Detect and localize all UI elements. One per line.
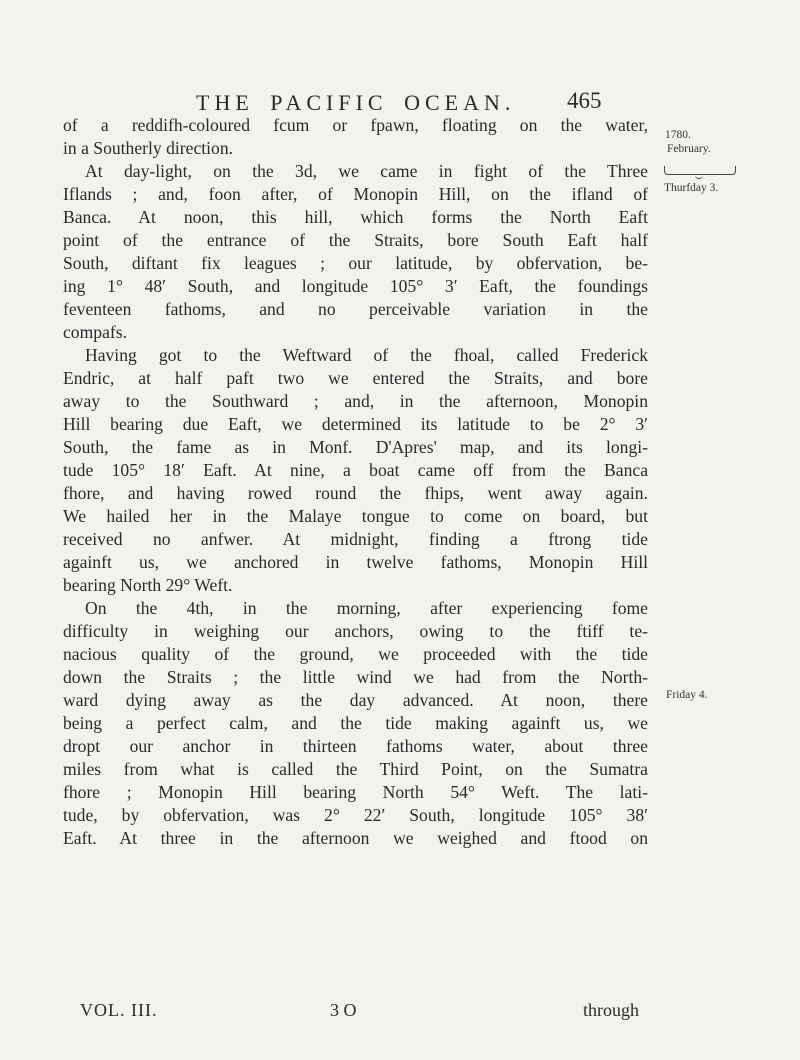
text-line: South, the fame as in Monf. D'Apres' map, and its longi- — [63, 437, 648, 457]
text-line: bearing North 29° Weft. — [63, 575, 233, 595]
text-line: On the 4th, in the morning, after experiencing fome — [85, 598, 648, 618]
text-line: dropt our anchor in thirteen fathoms water, about three — [63, 736, 648, 756]
text-line: Endric, at half paft two we entered the Straits, and bore — [63, 368, 648, 388]
text-line: againft us, we anchored in twelve fathoms, Monopin Hill — [63, 552, 648, 572]
text-line: compafs. — [63, 322, 128, 342]
text-line: ward dying away as the day advanced. At noon, there — [63, 690, 648, 710]
text-line: down the Straits ; the little wind we had from the North- — [63, 667, 648, 687]
text-line: point of the entrance of the Straits, bore South Eaft half — [63, 230, 648, 250]
margin-brace-tip — [695, 172, 703, 179]
text-line: tude, by obfervation, was 2° 22′ South, longitude 105° 38′ — [63, 805, 648, 825]
text-line: received no anfwer. At midnight, finding a ftrong tide — [63, 529, 648, 549]
text-line: Banca. At noon, this hill, which forms the North Eaft — [63, 207, 648, 227]
margin-year: 1780. — [665, 129, 691, 141]
text-line: At day-light, on the 3d, we came in fight of the Three — [85, 161, 648, 181]
text-line: tude 105° 18′ Eaft. At nine, a boat came off from the Banca — [63, 460, 648, 480]
text-line: nacious quality of the ground, we proceeded with the tide — [63, 644, 648, 664]
text-line: fhore ; Monopin Hill bearing North 54° Weft. The lati- — [63, 782, 648, 802]
text-line: difficulty in weighing our anchors, owing to the ftiff te- — [63, 621, 648, 641]
text-line: feventeen fathoms, and no perceivable variation in the — [63, 299, 648, 319]
body-text — [63, 115, 648, 851]
margin-month: February. — [667, 143, 711, 155]
text-line: in a Southerly direction. — [63, 138, 234, 158]
text-line: Hill bearing due Eaft, we determined its latitude to be 2° 3′ — [63, 414, 648, 434]
text-line: Having got to the Weftward of the fhoal, called Frederick — [85, 345, 648, 365]
text-line: of a reddifh-coloured fcum or fpawn, floating on the water, — [63, 115, 648, 135]
catchword: through — [583, 1000, 639, 1020]
text-line: We hailed her in the Malaye tongue to come on board, but — [63, 506, 648, 526]
text-line: fhore, and having rowed round the fhips, went away again. — [63, 483, 648, 503]
text-line: ing 1° 48′ South, and longitude 105° 3′ Eaft, the foundings — [63, 276, 648, 296]
page-footer — [80, 1000, 650, 1024]
running-title: THE PACIFIC OCEAN. — [196, 90, 516, 115]
text-line: Eaft. At three in the afternoon we weighed and ftood on — [63, 828, 648, 848]
margin-day-friday: Friday 4. — [666, 689, 708, 701]
text-line: away to the Southward ; and, in the afternoon, Monopin — [63, 391, 648, 411]
text-line: miles from what is called the Third Point, on the Sumatra — [63, 759, 648, 779]
text-line: South, diftant fix leagues ; our latitude, by obfervation, be- — [63, 253, 648, 273]
page-number: 465 — [567, 88, 602, 113]
margin-day-thursday: Thurfday 3. — [664, 182, 719, 194]
text-line: being a perfect calm, and the tide making againft us, we — [63, 713, 648, 733]
volume-mark: VOL. III. — [80, 1000, 158, 1020]
signature-mark: 3 O — [330, 1000, 357, 1020]
text-line: Iflands ; and, foon after, of Monopin Hill, on the ifland of — [63, 184, 648, 204]
page-header — [0, 72, 800, 115]
